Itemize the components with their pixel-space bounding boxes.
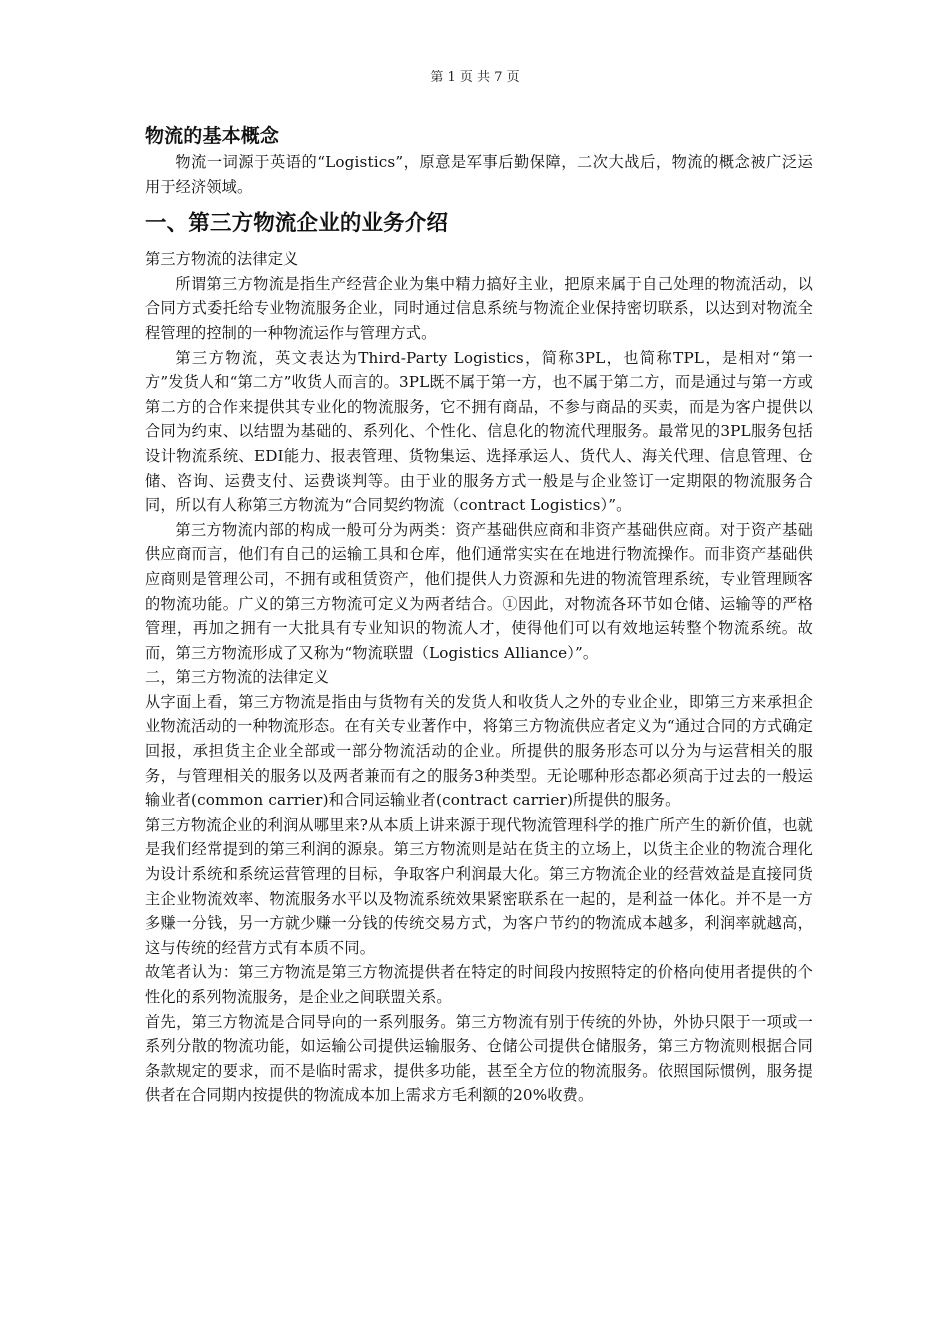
intro-paragraph: 物流一词源于英语的“Logistics”，原意是军事后勤保障，二次大战后，物流的概念被广泛运用于经济领域。 [145,153,813,196]
paragraph-composition: 第三方物流内部的构成一般可分为两类：资产基础供应商和非资产基础供应商。对于资产基础供应商而言，他们有自己的运输工具和仓库，他们通常实实在在地进行物流操作。而非资产基础供应商则是管理公司，不拥有或租赁资产，他们提供人力资源和先进的物流管理系统，专业管理顾客的物流功能。广义的第三方物流可定义为两者结合。①因此，对物流各环节如仓储、运输等的严格管理，再加之拥有一大批具有专业知识的物流人才，使得他们可以有效地运转整个物流系统。故而，第三方物流形成了又称为“物流联盟（Logistics Alliance）”。 [145,520,813,662]
document-body [145,122,813,1108]
paragraph-author-view: 故笔者认为：第三方物流是第三方物流提供者在特定的时间段内按照特定的价格向使用者提供的个性化的系列物流服务，是企业之间联盟关系。 [145,963,813,1006]
paragraph-definition: 所谓第三方物流是指生产经营企业为集中精力搞好主业，把原来属于自己处理的物流活动，以合同方式委托给专业物流服务企业，同时通过信息系统与物流企业保持密切联系，以达到对物流全程管理的控制的一种物流运作与管理方式。 [145,274,813,342]
paragraph-literal-meaning: 从字面上看，第三方物流是指由与货物有关的发货人和收货人之外的专业企业，即第三方来承担企业物流活动的一种物流形态。在有关专业著作中，将第三方物流供应者定义为“通过合同的方式确定回报，承担货主企业全部或一部分物流活动的企业。所提供的服务形态可以分为与运营相关的服务，与管理相关的服务以及两者兼而有之的服务3种类型。无论哪种形态都必须高于过去的一般运输业者(common carrier)和合同运输业者(contract carrier)所提供的服务。 [145,692,813,810]
section-heading: 一、第三方物流企业的业务介绍 [145,211,449,237]
paragraph-contract-oriented: 首先，第三方物流是合同导向的一系列服务。第三方物流有别于传统的外协，外协只限于一项或一系列分散的物流功能，如运输公司提供运输服务、仓储公司提供仓储服务，第三方物流则根据合同条款规定的要求，而不是临时需求，提供多功能，甚至全方位的物流服务。依照国际惯例，服务提供者在合同期内按提供的物流成本加上需求方毛利额的20%收费。 [145,1012,813,1105]
sub-heading-second: 二，第三方物流的法律定义 [145,668,330,687]
paragraph-profit: 第三方物流企业的利润从哪里来?从本质上讲来源于现代物流管理科学的推广所产生的新价值，也就是我们经常提到的第三利润的源泉。第三方物流则是站在货主的立场上，以货主企业的物流合理化为设计系统和系统运营管理的目标，争取客户利润最大化。第三方物流企业的经营效益是直接同货主企业物流效率、物流服务水平以及物流系统效果紧密联系在一起的，是利益一体化。并不是一方多赚一分钱，另一方就少赚一分钱的传统交易方式，为客户节约的物流成本越多，利润率就越高，这与传统的经营方式有本质不同。 [145,815,813,957]
sub-heading-legal-definition: 第三方物流的法律定义 [145,250,299,269]
paragraph-3pl: 第三方物流，英文表达为Third-Party Logistics，简称3PL，也简称TPL，是相对“第一方”发货人和“第二方”收货人而言的。3PL既不属于第一方，也不属于第二方，而是通过与第一方或第二方的合作来提供其专业化的物流服务，它不拥有商品，不参与商品的买卖，而是为客户提供以合同为约束、以结盟为基础的、系列化、个性化、信息化的物流代理服务。最常见的3PL服务包括设计物流系统、EDI能力、报表管理、货物集运、选择承运人、货代人、海关代理、信息管理、仓储、咨询、运费支付、运费谈判等。由于业的服务方式一般是与企业签订一定期限的物流服务合同，所以有人称第三方物流为“合同契约物流（contract Logistics）”。 [145,348,813,515]
document-title: 物流的基本概念 [145,125,280,147]
page-indicator: 第 1 页 共 7 页 [430,70,520,85]
